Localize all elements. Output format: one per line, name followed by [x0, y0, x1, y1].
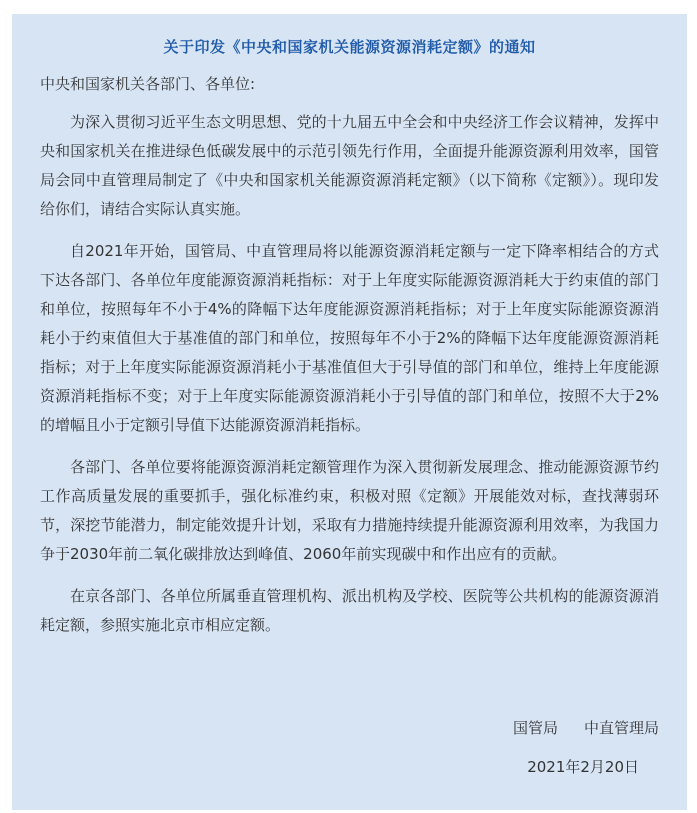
- document-date: 2021年2月20日: [527, 758, 639, 776]
- document-title: 关于印发《中央和国家机关能源资源消耗定额》的通知: [163, 38, 536, 56]
- salutation: 中央和国家机关各部门、各单位:: [40, 75, 256, 93]
- paragraph-4: 在京各部门、各单位所属垂直管理机构、派出机构及学校、医院等公共机构的能源资源消耗定额，参照实施北京市相应定额。: [40, 587, 659, 634]
- signature-block: [513, 716, 659, 740]
- paragraph-3: 各部门、各单位要将能源资源消耗定额管理作为深入贯彻新发展理念、推动能源资源节约工作高质量发展的重要抓手，强化标准约束，积极对照《定额》开展能效对标，查找薄弱环节，深挖节能潜力，制定能效提升计划，采取有力措施持续提升能源资源利用效率，为我国力争于2030年前二氧化碳排放达到峰值、2060年前实现碳中和作出应有的贡献。: [40, 458, 659, 563]
- notice-panel: [12, 14, 687, 810]
- signatory-2: 中直管理局: [583, 719, 659, 737]
- paragraph-1: 为深入贯彻习近平生态文明思想、党的十九届五中全会和中央经济工作会议精神，发挥中央和国家机关在推进绿色低碳发展中的示范引领先行作用，全面提升能源资源利用效率，国管局会同中直管理局制定了《中央和国家机关能源资源消耗定额》（以下简称《定额》）。现印发给你们，请结合实际认真实施。: [40, 113, 659, 218]
- paragraph-2: 自2021年开始，国管局、中直管理局将以能源资源消耗定额与一定下降率相结合的方式下达各部门、各单位年度能源资源消耗指标：对于上年度实际能源资源消耗大于约束值的部门和单位，按照每年不小于4%的降幅下达年度能源资源消耗指标；对于上年度实际能源资源消耗小于约束值但大于基准值的部门和单位，按照每年不小于2%的降幅下达年度能源资源消耗指标；对于上年度实际能源资源消耗小于基准值但大于引导值的部门和单位，维持上年度能源资源消耗指标不变；对于上年度实际能源资源消耗小于引导值的部门和单位，按照不大于2%的增幅且小于定额引导值下达能源资源消耗指标。: [40, 242, 659, 434]
- signatory-1: 国管局: [512, 719, 558, 737]
